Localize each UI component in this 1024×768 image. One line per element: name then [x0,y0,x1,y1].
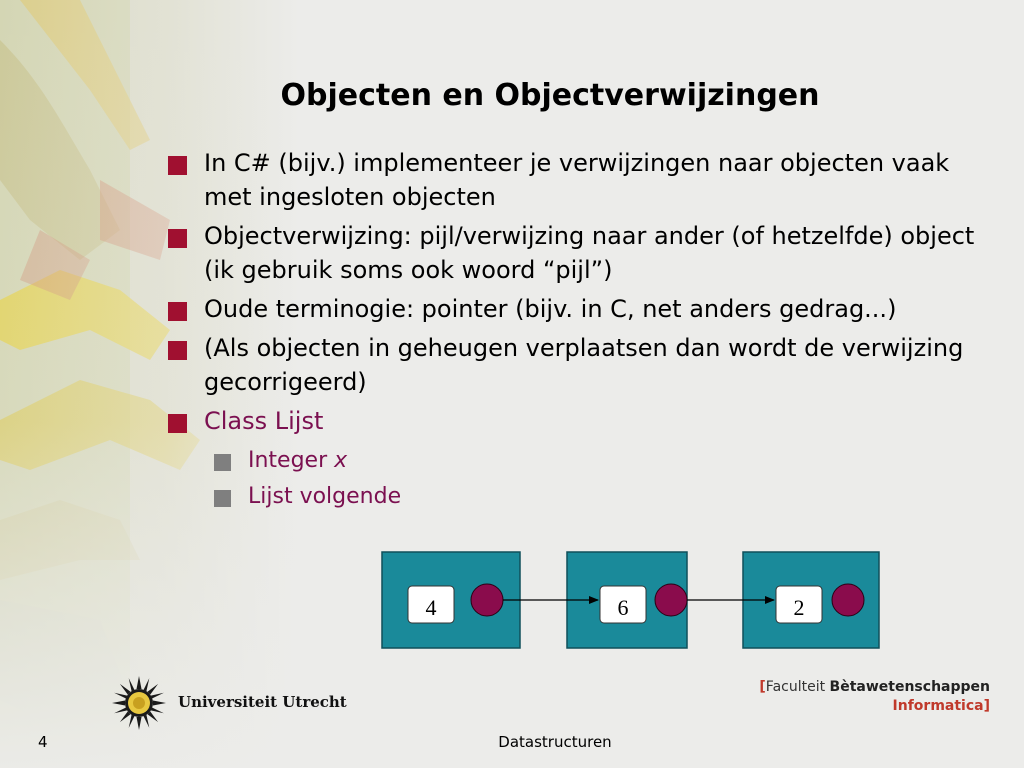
bullet-item [168,219,998,287]
bullet-text: In C# (bijv.) implementeer je verwijzingen naar objecten vaak met ingesloten objecten [204,149,950,211]
page-number: 4 [38,733,48,751]
bracket-open: [ [759,679,766,695]
bullet-text: Oude terminogie: pointer (bijv. in C, net anders gedrag...) [204,295,897,323]
subbullet-item [168,479,998,515]
node-value: 2 [793,595,805,620]
pointer-dot [471,584,503,616]
bullet-item-class-lijst [168,404,998,438]
bullet-square-icon [168,341,187,360]
node-value: 4 [425,595,437,620]
list-node [382,552,520,648]
bullet-square-icon [168,414,187,433]
bullet-square-icon [168,156,187,175]
bracket-close: ] [983,698,990,714]
pointer-dot [832,584,864,616]
bullet-list [168,146,998,515]
bullet-square-icon [168,229,187,248]
university-name: Universiteit Utrecht [178,693,347,711]
subbullet-item [168,443,998,479]
university-sun-logo-icon [112,676,166,730]
bullet-item [168,331,998,399]
faculty-logo [759,678,990,716]
faculty-name: Bètawetenschappen [829,679,990,695]
faculty-prefix: Faculteit [765,679,830,695]
department-name: Informatica [892,698,984,714]
pointer-dot [655,584,687,616]
bullet-text: (Als objecten in geheugen verplaatsen dan wordt de verwijzing gecorrigeerd) [204,334,964,396]
slide-title: Objecten en Objectverwijzingen [280,78,820,113]
faculty-line [759,678,990,697]
bullet-text: Objectverwijzing: pijl/verwijzing naar ander (of hetzelfde) object (ik gebruik soms ook woord “pijl”) [204,222,975,284]
subbullet-text: Integer [248,448,335,473]
department-line [759,697,990,716]
node-value: 6 [617,595,629,620]
bullet-text: Class Lijst [204,407,324,435]
bullet-square-icon [168,302,187,321]
bullet-item [168,292,998,326]
subbullet-text: Lijst volgende [248,484,402,509]
linked-list-diagram [380,548,890,653]
subbullet-italic-var: x [334,448,348,473]
footer-title: Datastructuren [498,733,612,751]
subbullet-square-icon [214,454,231,471]
bullet-item [168,146,998,214]
subbullet-square-icon [214,490,231,507]
